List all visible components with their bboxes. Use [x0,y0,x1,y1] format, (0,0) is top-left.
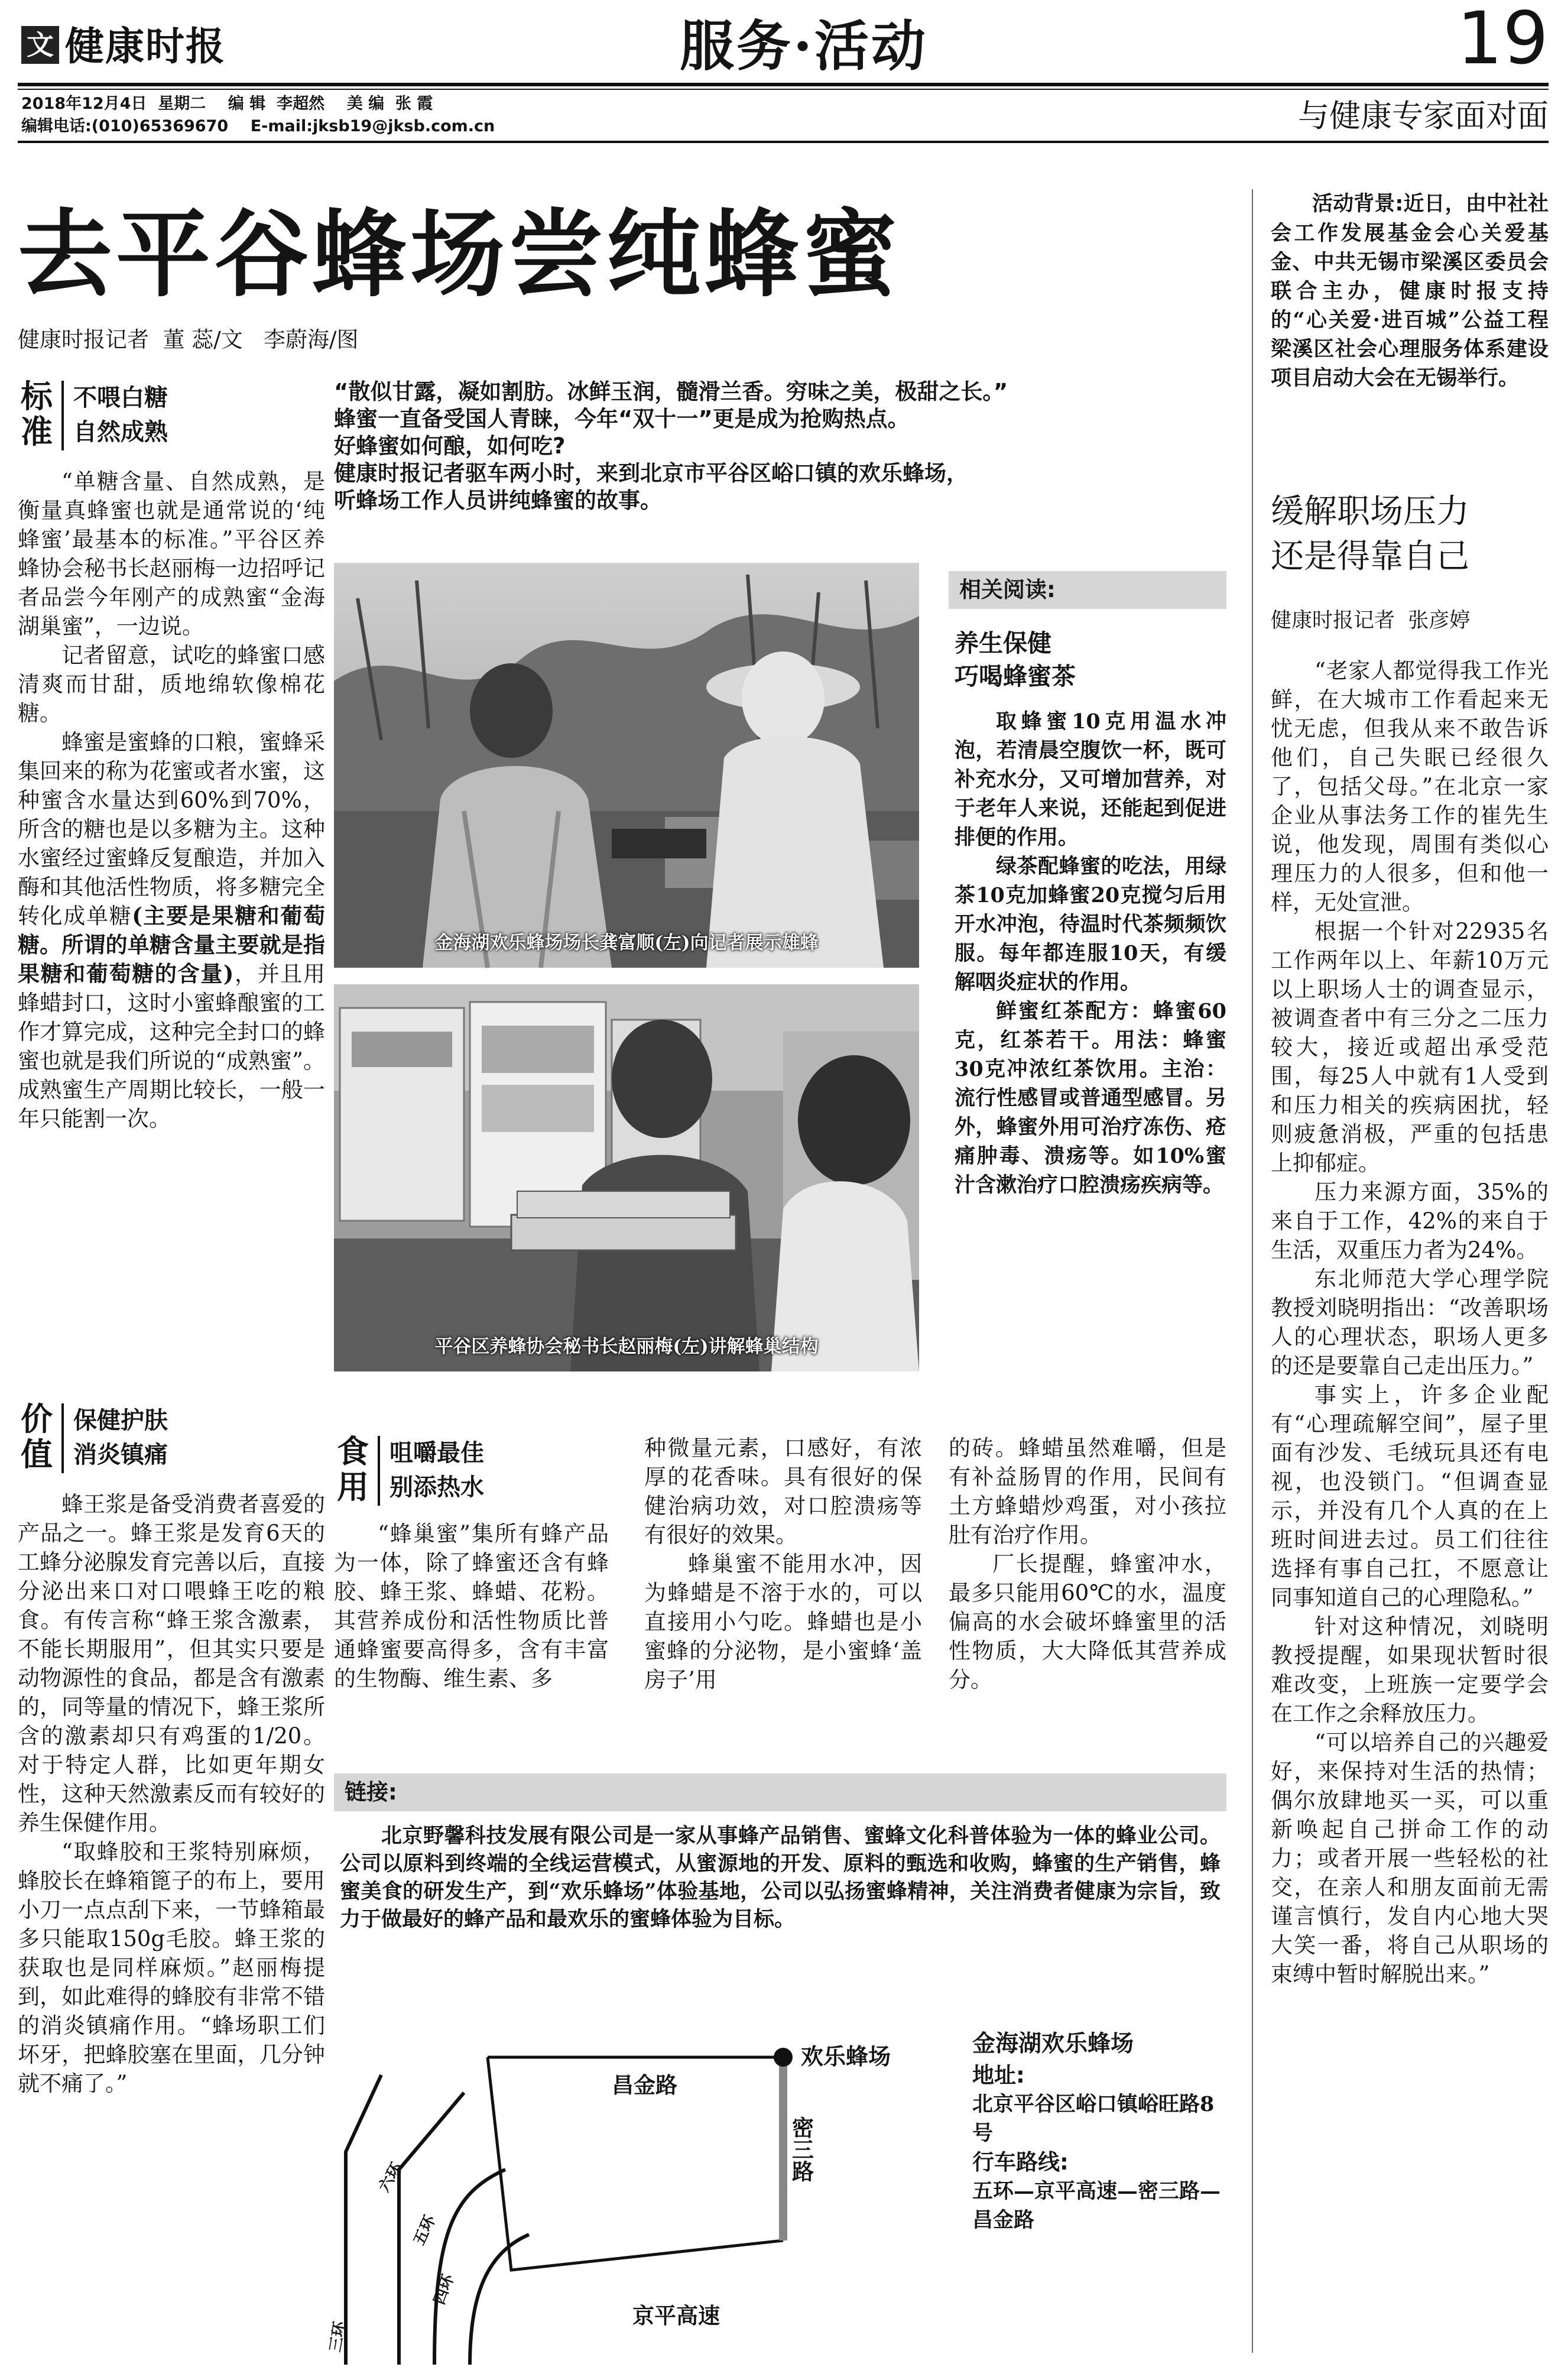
ring-road-6 [346,2075,381,2365]
map-label-changjin: 昌金路 [612,2073,677,2098]
photo-caption: 平谷区养蜂协会秘书长赵丽梅(左)讲解蜂巢结构 [434,1336,819,1357]
map-label-jingping: 京平高速 [632,2303,720,2329]
sidebar-headline-line: 缓解职场压力 [1271,492,1469,531]
bold-insert: (主要是果糖和葡萄糖。所谓的单糖含量主要就是指果糖和葡萄糖的含量) [18,903,325,987]
page-number: 19 [1456,0,1549,80]
photo-honeycomb [334,984,919,1371]
lead-line: 好蜂蜜如何酿，如何吃? [334,433,566,459]
map-label-ring6: 六环 [375,2159,407,2196]
paragraph [1271,189,1549,393]
contact-line: 编辑电话:(010)65369670 E-mail:jksb19@jksb.com.cn [21,117,495,135]
sidebar-byline: 健康时报记者 张彦婷 [1271,609,1471,633]
paragraph: 的砖。蜂蜡虽然难嚼，但是有补益肠胃的作用，民间有土方蜂蜡炒鸡蛋，对小孩拉肚有治疗作用。 [949,1435,1226,1548]
destination-marker-icon [774,2048,793,2067]
photo-honeycomb-image [334,984,919,1371]
paragraph: “取蜂胶和王浆特别麻烦，蜂胶长在蜂箱篦子的布上，要用小刀一点点刮下来，一节蜂箱最多只能取150g毛胶。蜂王浆的获取也是同样麻烦。”赵丽梅提到，如此难得的蜂胶有非常不错的消炎镇痛作用。“蜂场职工们坏牙，把蜂胶塞在里面，几分钟就不痛了。” [18,1839,325,2096]
sidebar-headline-line: 还是得靠自己 [1271,537,1469,576]
farm-address: 北京平谷区峪口镇峪旺路8号 [972,2092,1215,2145]
masthead-rule-thin [18,89,1549,90]
section-subtitle: 保健护肤 消炎镇痛 [73,1407,168,1468]
paragraph: 种微量元素，口感好，有浓厚的花香味。具有很好的保健治病功效，对口腔溃疡等有很好的效果。 [644,1435,922,1548]
background-text: 近日，由中社社会工作发展基金会心关爱基金、中共无锡市梁溪区委员会联合主办，健康时报支持的“心关爱·进百城”公益工程梁溪区社会心理服务体系建设项目启动大会在无锡举行。 [1271,192,1549,390]
sidebar-divider [1252,189,1253,2353]
paragraph: 蜂蜜是蜜蜂的口粮，蜜蜂采集回来的称为花蜜或者水蜜，这种蜜含水量达到60%到70%，所含的糖也是以多糖为主。这种水蜜经过蜜蜂反复酿造，并加入酶和其他活性物质，将多糖完全转化成单糖(主要是果糖和葡萄糖。所谓的单糖含量主要就是指果糖和葡萄糖的含量)，并且用蜂蜡封口，这时小蜜蜂酿蜜的工作才算完成，这种完全封口的蜂蜜也就是我们所说的“成熟蜜”。成熟蜜生产周期比较长，一般一年只能割一次。 [18,729,326,1131]
link-panel [334,1773,1226,1986]
map-label-ring5: 五环 [410,2213,440,2248]
section-head-edible [334,1434,632,1510]
paragraph: 根据一个针对22935名工作两年以上、年薪10万元以上职场人士的调查显示，被调查者中有三分之二压力较大，接近或超出承受范围，每25人中就有1人受到和压力相关的疾病困扰，轻则疲惫消极，严重的包括患上抑郁症。 [1271,919,1549,1176]
related-body [949,707,1226,1199]
paragraph: 厂长提醒，蜂蜜冲水，最多只能用60℃的水，温度偏高的水会破坏蜂蜜里的活性物质，大大降低其营养成分。 [949,1551,1226,1692]
date-editor-line: 2018年12月4日 星期二 编 辑 李超然 美 编 张 霞 [21,95,433,113]
map-label-destination: 欢乐蜂场 [801,2044,891,2070]
sidebar-body [1271,656,1549,2365]
map-label-ring4: 四环 [430,2272,458,2307]
paragraph: 事实上，许多企业配有“心理疏解空间”，屋子里面有沙发、毛绒玩具还有电视，也没锁门。“但调查显示，并没有几个人真的在上班时间进去过。员工们往往选择有事自己扛，不愿意让同事知道自己的心理隐私。” [1271,1382,1549,1610]
paragraph: 蜂巢蜜不能用水冲，因为蜂蜡是不溶于水的，可以直接用小勺吃。蜂蜡也是小蜜蜂的分泌物，是小蜜蜂‘盖房子’用 [644,1551,922,1692]
section-divider [378,1436,380,1506]
paragraph: 蜂王浆是备受消费者喜爱的产品之一。蜂王浆是发育6天的工蜂分泌腺发育完善以后，直接分泌出来口对口喂蜂王吃的粮食。有传言称“蜂王浆含激素，不能长期服用”，但其实只要是动物源性的食品，都是含有激素的，同等量的情况下，蜂王浆所含的激素却只有鸡蛋的1/20。对于特定人群，比如更年期女性，这种天然激素反而有较好的养生保健作用。 [18,1491,325,1836]
section-head-value [18,1401,325,1478]
section-divider [61,1403,64,1473]
section-head-standard [18,378,325,455]
farm-info [972,2028,1226,2240]
link-body [334,1822,1226,1933]
farm-name: 金海湖欢乐蜂场 [972,2031,1134,2057]
map-label-ring3: 三环 [326,2320,349,2354]
sidebar-headline [1271,489,1549,596]
section-subtitle: 不喂白糖 自然成熟 [73,384,168,446]
section-divider [61,381,64,450]
map-label-misan: 密三路 [788,2116,814,2182]
article-byline: 健康时报记者 董 蕊/文 李蔚海/图 [18,327,359,352]
section-tag: 标准 [21,377,53,450]
masthead-rule [18,83,1549,86]
paragraph: 鲜蜜红茶配方：蜂蜜60克，红茶若干。用法：蜂蜜30克冲浓红茶饮用。主治：流行性感冒或普通型感冒。另外，蜂蜜外用可治疗冻伤、疮痛肿毒、溃疡等。如10%蜜汁含漱治疗口腔溃疡疾病等。 [955,999,1226,1197]
related-reading-label: 相关阅读: [949,571,1226,609]
sidebar-background [1271,189,1549,461]
paragraph: 东北师范大学心理学院教授刘晓明指出：“改善职场人的心理状态，职场人更多的还是要靠自己走出压力。” [1271,1266,1549,1379]
related-title-line: 养生保健 [955,629,1051,657]
column-name: 与健康专家面对面 [1298,98,1549,134]
link-label: 链接: [334,1773,1226,1811]
section-subtitle: 咀嚼最佳 别添热水 [390,1439,484,1501]
newspaper-logo [21,22,258,70]
lead-line: 健康时报记者驱车两小时，来到北京市平谷区峪口镇的欢乐蜂场， [334,461,968,486]
paragraph: “老家人都觉得我工作光鲜，在大城市工作看起来无忧无虑，但我从来不敢告诉他们，自己失眠已经很久了，包括父母。”在北京一家企业从事法务工作的崔先生说，他发现，周围有类似心理压力的人很多，但和他一样，无处宣泄。 [1271,658,1549,915]
section-tag: 价值 [21,1400,53,1473]
section-tag: 食用 [337,1432,369,1506]
lead-line: 听蜂场工作人员讲纯蜂蜜的故事。 [334,488,662,513]
lead-line: 蜂蜜一直备受国人青睐，今年“双十一”更是成为抢购热点。 [334,406,910,432]
ring-road-3 [470,2235,529,2365]
article-headline: 去平谷蜂场尝纯蜂蜜 [18,199,901,310]
paragraph: 取蜂蜜10克用温水冲泡，若清晨空腹饮一杯，既可补充水分，又可增加营养，对于老年人来说，还能起到促进排便的作用。 [955,709,1226,849]
farm-route-label: 行车路线: [972,2149,1069,2175]
paragraph: 压力来源方面，35%的来自于工作，42%的来自于生活，双重压力者为24%。 [1271,1179,1549,1263]
paragraph: 针对这种情况，刘晓明教授提醒，如果现状暂时很难改变，上班族一定要学会在工作之余释放压力。 [1271,1614,1549,1726]
lead-line: “散似甘露，凝如割肪。冰鲜玉润，髓滑兰香。穷味之美，极甜之长。” [334,379,1008,404]
route-map [326,2034,937,2365]
route-map-drawing [326,2034,937,2365]
article-lead [334,378,1226,544]
paragraph: “可以培养自己的兴趣爱好，来保持对生活的热情；偶尔放肆地买一买，可以重新唤起自己拼命工作的动力；或者开展一些轻松的社交，在亲人和朋友面前无需谨言慎行，发自内心地大哭大笑一番，将自己从职场的束缚中暂时解脱出来。” [1271,1730,1549,1987]
background-label: 活动背景: [1312,192,1404,216]
paragraph: 记者留意，试吃的蜂蜜口感清爽而甘甜，质地绵软像棉花糖。 [18,643,325,726]
paragraph: 北京野馨科技发展有限公司是一家从事蜂产品销售、蜜蜂文化科普体验为一体的蜂业公司。公司以原料到终端的全线运营模式，从蜜源地的开发、原料的甄选和收购，蜂蜜的生产销售，蜂蜜美食的研发生产，到“欢乐蜂场”体验基地，公司以弘扬蜜蜂精神，关注消费者健康为宗旨，致力于做最好的蜂产品和最欢乐的蜜蜂体验为目标。 [340,1824,1221,1931]
related-title-line: 巧喝蜂蜜茶 [955,662,1076,690]
logo-mark: 文 [21,26,59,64]
edible-column-3 [949,1434,1226,1768]
header-bottom-rule [18,141,1549,143]
edible-column-2 [644,1434,922,1768]
farm-route: 五环—京平高速—密三路—昌金路 [972,2179,1221,2232]
photo-beekeeper-image [334,563,919,968]
section-body-standard [18,467,325,1389]
related-reading-panel [949,571,1226,1375]
newspaper-name: 健康时报 [65,23,226,69]
paragraph: 绿茶配蜂蜜的吃法，用绿茶10克加蜂蜜20克搅匀后用开水冲泡，待温时代茶频频饮服。每年都连服10天，有缓解咽炎症状的作用。 [955,854,1226,994]
related-title [949,627,1226,693]
edible-column-1 [334,1519,609,1768]
section-body-value [18,1490,325,2365]
farm-address-label: 地址: [972,2063,1025,2088]
section-title: 服务·活动 [679,14,929,78]
photo-beekeeper [334,563,919,968]
paragraph: “单糖含量、自然成熟，是衡量真蜂蜜也就是通常说的‘纯蜂蜜’最基本的标准。”平谷区养蜂协会秘书长赵丽梅一边招呼记者品尝今年刚产的成熟蜜“金海湖巢蜜”，一边说。 [18,469,325,639]
photo-caption: 金海湖欢乐蜂场场长龚富顺(左)向记者展示雄蜂 [434,932,819,954]
paragraph: “蜂巢蜜”集所有蜂产品为一体，除了蜂蜜还含有蜂胶、蜂王浆、蜂蜡、花粉。其营养成份和活性物质比普通蜂蜜要高得多，含有丰富的生物酶、维生素、多 [334,1521,609,1691]
